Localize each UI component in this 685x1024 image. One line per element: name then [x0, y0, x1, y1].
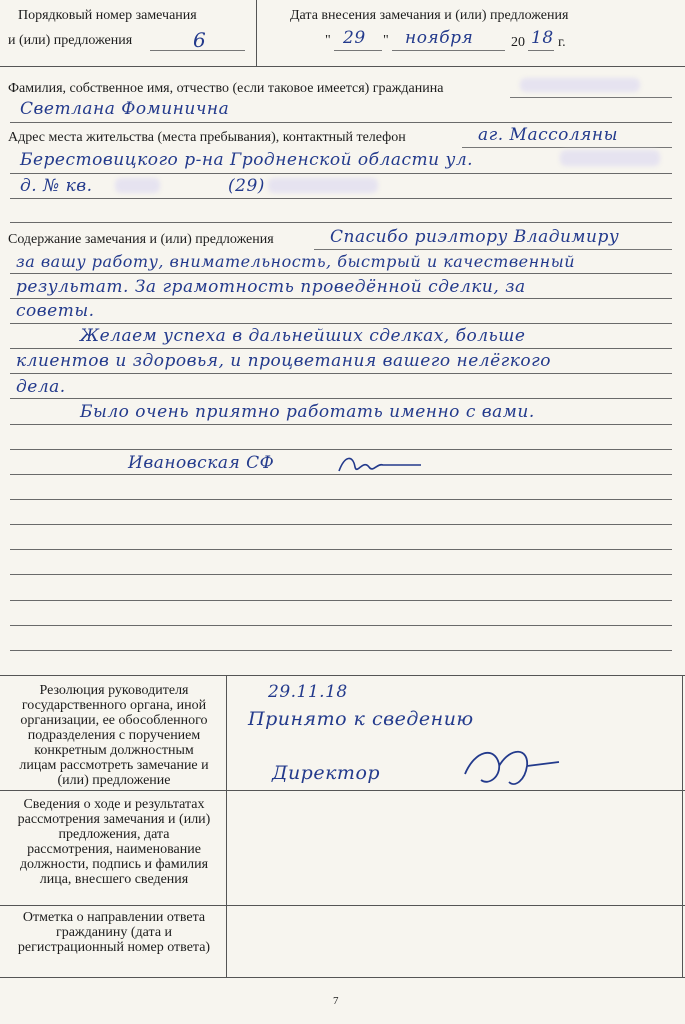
content-line-7: дела.: [16, 377, 66, 397]
date-label: Дата внесения замечания и (или) предложения: [290, 8, 569, 23]
serial-label-line1: Порядковый номер замечания: [18, 8, 197, 23]
date-open-quote: ": [325, 33, 331, 48]
table-right-edge: [682, 675, 683, 977]
resolution-label: Резолюция руководителя государственного органа, иной организации, ее обособленного подразделения с поручением конкретным должностным лицам рассмотреть замечание и (или) предложение: [19, 683, 209, 788]
table-top-border: [0, 675, 685, 676]
header-divider: [256, 0, 257, 66]
content-line-2: за вашу работу, внимательность, быстрый и качественный: [16, 252, 576, 271]
content-line-3: результат. За грамотность проведённой сделки, за: [16, 277, 526, 297]
date-day-value: 29: [343, 28, 366, 48]
content-rule-4: [10, 323, 672, 324]
name-value: Светлана Фоминична: [20, 99, 230, 119]
content-line-6: клиентов и здоровья, и процветания вашего нелёгкого: [16, 351, 551, 371]
date-year-prefix: 20: [511, 35, 525, 50]
resolution-date: 29.11.18: [268, 682, 348, 702]
address-value-line3: д. № кв.: [20, 176, 93, 196]
date-day-underline: [334, 50, 382, 51]
table-row-divider-2: [0, 905, 685, 906]
content-rule-2: [10, 273, 672, 274]
content-rule-5: [10, 348, 672, 349]
content-line-5: Желаем успеха в дальнейших сделках, больше: [80, 326, 526, 346]
content-line-1: Спасибо риэлтору Владимиру: [330, 227, 620, 247]
content-rule-8: [10, 424, 672, 425]
address-value-line2: Берестовицкого р-на Гродненской области ул.: [20, 150, 474, 170]
content-rule-3: [10, 298, 672, 299]
table-column-divider: [226, 675, 227, 977]
page-number: 7: [333, 995, 339, 1007]
address-value-phone: (29): [228, 176, 265, 196]
content-label-underline: [314, 249, 672, 250]
blank-rule-g: [10, 650, 672, 651]
redacted-surname: [520, 78, 640, 92]
content-rule-6: [10, 373, 672, 374]
address-rule-3: [10, 198, 672, 199]
date-year-underline: [528, 50, 554, 51]
blank-rule-e: [10, 600, 672, 601]
blank-rule-d: [10, 574, 672, 575]
address-label-underline: [462, 147, 672, 148]
citizen-signature-mark: [335, 453, 425, 477]
redacted-street: [560, 150, 660, 166]
content-line-8: Было очень приятно работать именно с вами.: [80, 402, 535, 422]
serial-label-line2: и (или) предложения: [8, 33, 133, 48]
reply-label: Отметка о направлении ответа гражданину (дата и регистрационный номер ответа): [17, 910, 211, 955]
date-year-suffix: г.: [558, 35, 566, 50]
resolution-text: Принято к сведению: [248, 708, 474, 730]
name-value-rule: [10, 122, 672, 123]
blank-rule-c: [10, 549, 672, 550]
redacted-phone: [268, 178, 378, 193]
blank-rule-a: [10, 499, 672, 500]
director-signature-mark: [455, 740, 565, 800]
serial-value: 6: [193, 28, 207, 52]
name-label: Фамилия, собственное имя, отчество (если таковое имеется) гражданина: [8, 81, 444, 96]
content-rule-7: [10, 398, 672, 399]
date-year-value: 18: [531, 28, 554, 48]
date-month-value: ноября: [405, 28, 474, 48]
address-rule-2: [10, 173, 672, 174]
table-bottom-border: [0, 977, 685, 978]
blank-rule-f: [10, 625, 672, 626]
content-label: Содержание замечания и (или) предложения: [8, 232, 274, 247]
name-label-underline: [510, 97, 672, 98]
progress-label: Сведения о ходе и результатах рассмотрения замечания и (или) предложения, дата рассмотрения, наименование должности, подпись и фамилия лица, внесшего сведения: [17, 797, 211, 887]
content-line-4: советы.: [16, 301, 95, 321]
redacted-house: [115, 178, 160, 193]
header-bottom-border: [0, 66, 685, 67]
date-close-quote: ": [383, 33, 389, 48]
blank-rule-1: [10, 222, 672, 223]
content-rule-9: [10, 449, 672, 450]
address-value-line1: аг. Массоляны: [478, 125, 618, 145]
content-signature-name: Ивановская СФ: [128, 453, 275, 473]
table-row-divider-1: [0, 790, 685, 791]
resolution-signer: Директор: [272, 762, 381, 784]
blank-rule-b: [10, 524, 672, 525]
date-month-underline: [392, 50, 505, 51]
address-label: Адрес места жительства (места пребывания), контактный телефон: [8, 130, 406, 145]
